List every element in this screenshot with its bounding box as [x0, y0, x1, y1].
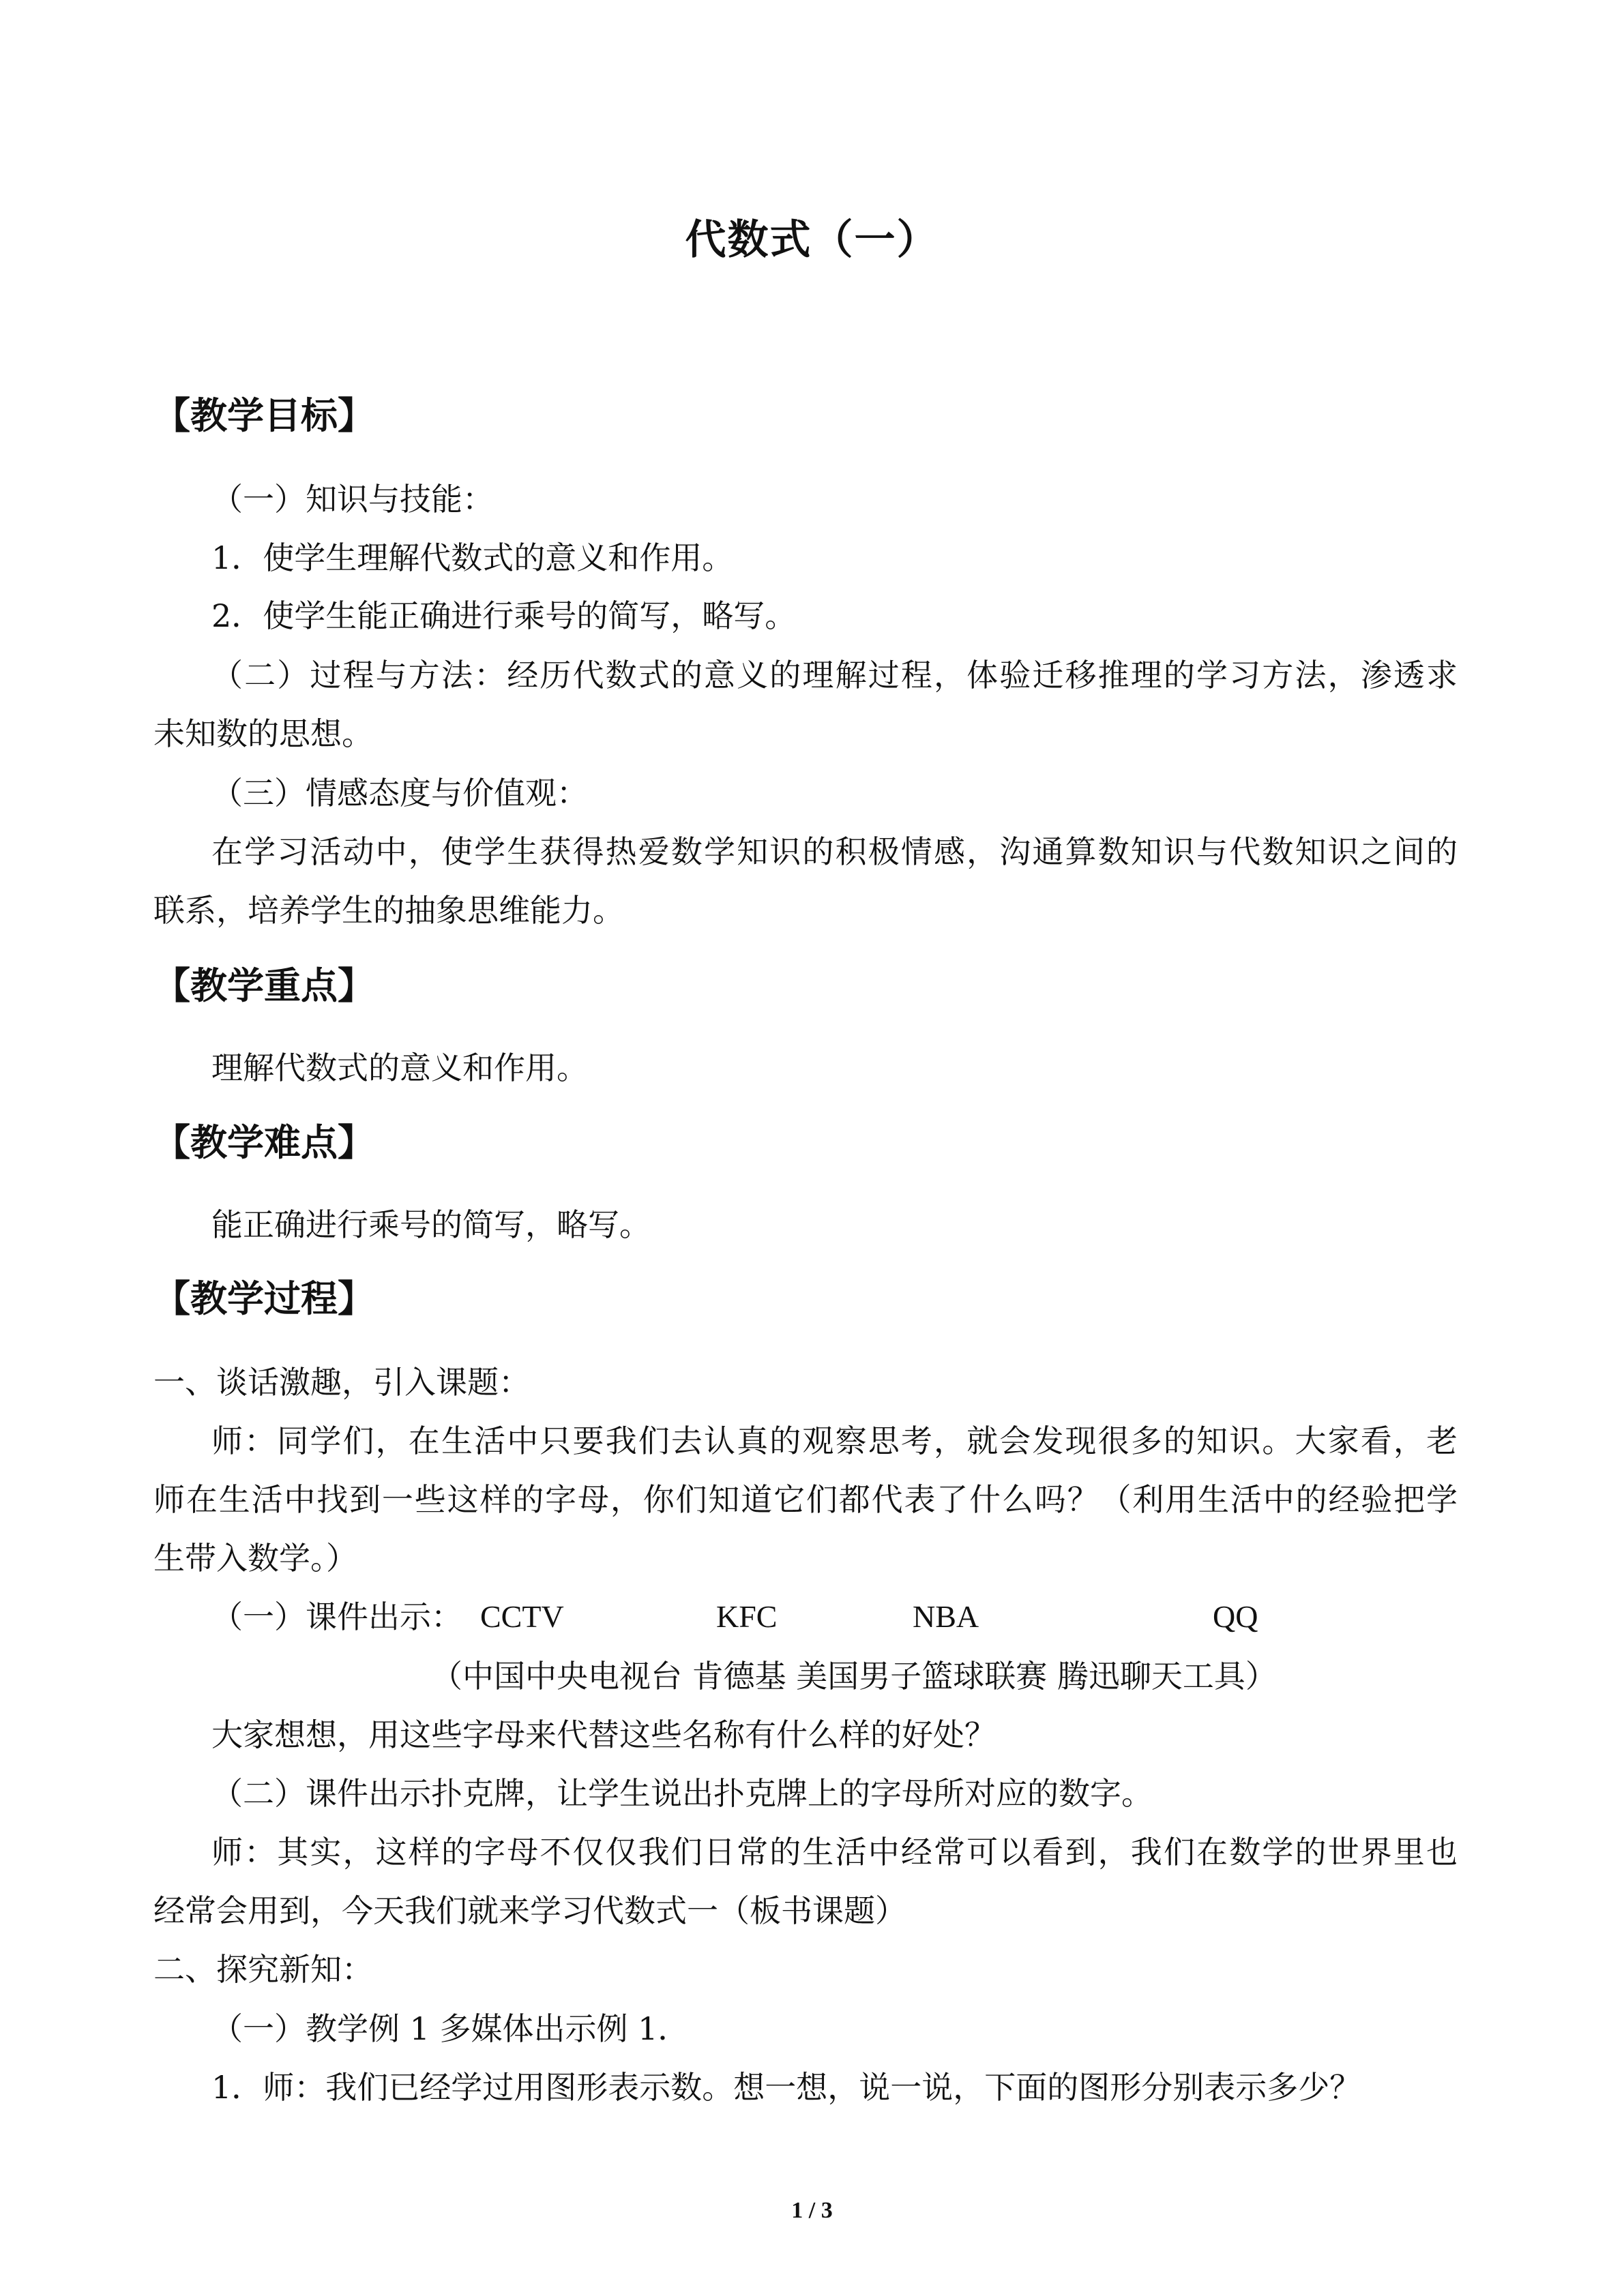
- courseware-label: （一）课件出示：: [211, 1598, 462, 1635]
- process-p2: 大家想想，用这些字母来代替这些名称有什么样的好处？: [211, 1716, 996, 1753]
- abbr-qq: QQ: [1213, 1599, 1258, 1634]
- abbr-kfc: KFC: [716, 1599, 778, 1634]
- process-p4-line-2: 经常会用到，今天我们就来学习代数式一（板书课题）: [153, 1892, 906, 1929]
- objectives-process-line-2: 未知数的思想。: [153, 715, 373, 752]
- process-p1-line-1: 师：同学们，在生活中只要我们去认真的观察思考，就会发现很多的知识。大家看，老: [211, 1422, 1458, 1459]
- process-p1-line-2: 师在生活中找到一些这样的字母，你们知道它们都代表了什么吗？（利用生活中的经验把学: [153, 1481, 1458, 1518]
- difficult-point-text: 能正确进行乘号的简写，略写。: [211, 1206, 651, 1243]
- key-point-heading: 【教学重点】: [153, 964, 374, 1007]
- objectives-attitude-line-2: 联系，培养学生的抽象思维能力。: [153, 892, 624, 929]
- process-step-1: 一、谈话激趣，引入课题：: [153, 1364, 530, 1401]
- process-p6: 1．师：我们已经学过用图形表示数。想一想，说一说，下面的图形分别表示多少？: [211, 2069, 1361, 2106]
- process-p1-line-3: 生带入数学。）: [153, 1540, 357, 1577]
- page-number: 1 / 3: [791, 2198, 833, 2223]
- process-step-2: 二、探究新知：: [153, 1951, 373, 1988]
- abbr-cctv: CCTV: [480, 1599, 564, 1634]
- abbr-nba: NBA: [913, 1599, 979, 1634]
- objectives-attitude-line-1: 在学习活动中，使学生获得热爱数学知识的积极情感，沟通算数知识与代数知识之间的: [211, 833, 1458, 870]
- key-point-text: 理解代数式的意义和作用。: [211, 1049, 588, 1086]
- objectives-item-1: 1．使学生理解代数式的意义和作用。: [211, 539, 734, 576]
- process-p5: （一）教学例 1 多媒体出示例 1．: [211, 2010, 690, 2047]
- objectives-process-line-1: （二）过程与方法：经历代数式的意义的理解过程，体验迁移推理的学习方法，渗透求: [211, 657, 1458, 694]
- process-heading: 【教学过程】: [153, 1277, 374, 1320]
- process-p3: （二）课件出示扑克牌，让学生说出扑克牌上的字母所对应的数字。: [211, 1775, 1153, 1812]
- objectives-attitude-label: （三）情感态度与价值观：: [211, 775, 588, 811]
- abbr-meanings: （中国中央电视台 肯德基 美国男子篮球联赛 腾迅聊天工具）: [431, 1658, 1277, 1695]
- objectives-heading: 【教学目标】: [153, 394, 374, 437]
- difficult-point-heading: 【教学难点】: [153, 1121, 374, 1164]
- objectives-item-2: 2．使学生能正确进行乘号的简写，略写。: [211, 597, 797, 634]
- process-p4-line-1: 师：其实，这样的字母不仅仅我们日常的生活中经常可以看到，我们在数学的世界里也: [211, 1834, 1458, 1870]
- objectives-knowledge-label: （一）知识与技能：: [211, 481, 494, 518]
- page-title: 代数式（一）: [685, 216, 939, 264]
